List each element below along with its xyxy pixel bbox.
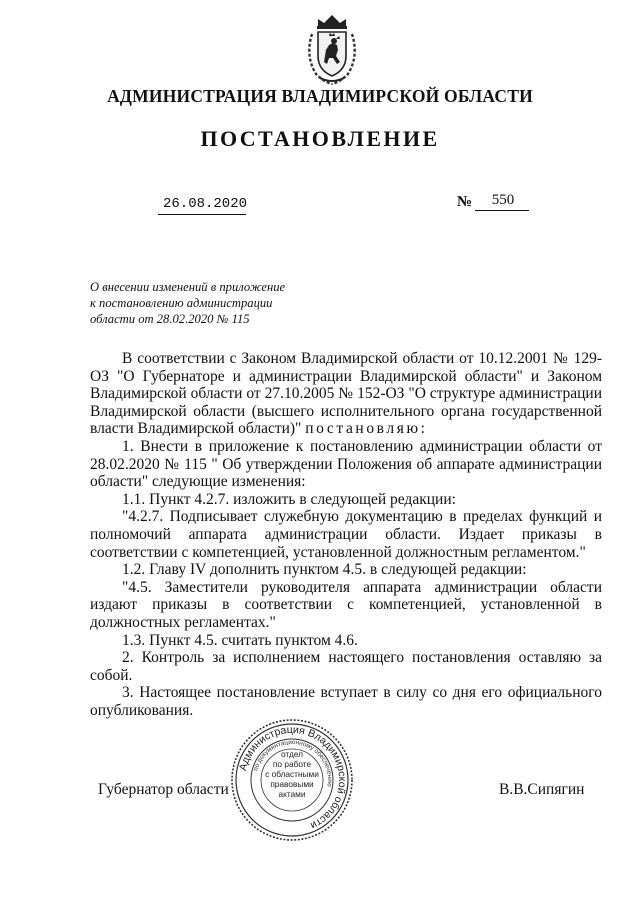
number-underline [475,210,529,211]
stamp-line: с областными [265,769,319,779]
body-line: "4.2.7. Подписывает служебную документацию в пределах функций и [122,508,602,526]
item-3 [90,684,602,719]
document-body [90,350,602,719]
body-line [90,420,602,438]
body-line: ОЗ "О Губернаторе и администрации Владимирской области" и Законом [90,367,602,385]
stamp-line: отдел [281,749,303,759]
coat-of-arms-icon [302,12,362,86]
subject-line: О внесении изменений в приложение [90,280,286,294]
item-1-1: 1.1. Пункт 4.2.7. изложить в следующей редакции: [122,490,456,508]
stamp-line: правовыми [270,779,314,789]
item-2 [90,649,602,684]
body-line: 2. Контроль за исполнением настоящего постановления оставляю за [122,649,602,667]
body-line: 28.02.2020 № 115 " Об утверждении Положения об аппарате администрации [90,455,602,473]
body-line: полномочий аппарата администрации области. Издает приказы в [90,525,602,543]
number-label: № [457,194,473,210]
document-type-title: ПОСТАНОВЛЕНИЕ [200,126,440,151]
body-line: соответствии с компетенцией, установленной должностным регламентом." [90,543,586,561]
stamp-line: по работе [272,759,312,769]
stamp-line: актами [278,789,306,799]
item-1-2: 1.2. Главу IV дополнить пунктом 4.5. в следующей редакции: [122,561,527,579]
quote-4-5 [90,579,602,632]
body-line: области" следующие изменения: [90,473,306,491]
stamp-ring-textpath: Администрация Владимирской области [236,723,349,832]
body-line: издают приказы в соответствии с компетенцией, установленной в [90,596,602,614]
body-line: опубликования. [90,701,194,719]
signer-title: Губернатор области [98,781,229,798]
subject-line: области от 28.02.2020 № 115 [90,312,250,327]
item-1 [90,438,602,491]
document-number: 550 [491,192,515,208]
preamble [90,350,602,438]
quote-4-2-7 [90,508,602,561]
document-date: 26.08.2020 [163,196,248,212]
signer-name: В.В.Сипягин [499,781,585,798]
agency-name: АДМИНИСТРАЦИЯ ВЛАДИМИРСКОЙ ОБЛАСТИ [107,86,533,106]
document-subject [90,279,330,328]
body-line: Владимирской области от 27.10.2005 № 152-ОЗ "О структуре администрации [90,385,602,403]
decree-word: постановляю: [305,420,428,438]
body-line: собой. [90,666,133,684]
body-line: Владимирской области (высшего исполнительного органа государственной [90,402,602,420]
body-line: "4.5. Заместители руководителя аппарата администрации области [122,578,602,596]
body-line: 3. Настоящее постановление вступает в силу со дня его официального [122,684,602,702]
item-1-3: 1.3. Пункт 4.5. считать пунктом 4.6. [122,631,358,649]
body-line: 1. Внести в приложение к постановлению администрации области от [122,437,602,455]
date-underline [158,214,246,215]
body-line: должностных регламентах." [90,613,276,631]
body-line: В соответствии с Законом Владимирской области от 10.12.2001 № 129- [122,350,602,367]
stamp-inner-textpath: по документационному обеспечению [252,738,334,788]
stamp-center-text [255,749,329,799]
subject-line: к постановлению администрации [90,296,273,311]
preamble-end: власти Владимирской области)" [90,420,302,438]
